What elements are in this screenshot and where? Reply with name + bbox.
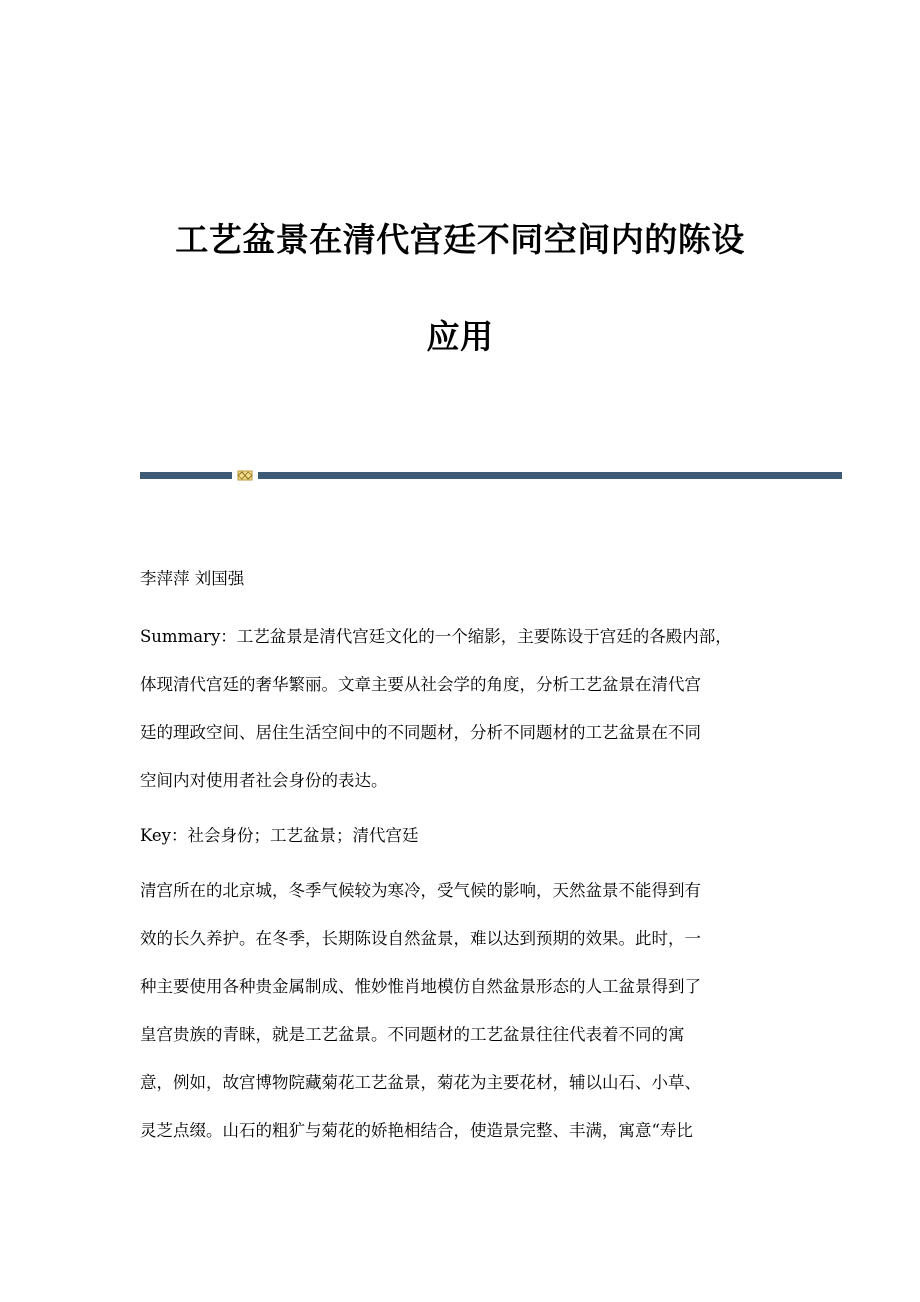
summary-line: 空间内对使用者社会身份的表达。 [140,771,388,790]
body-line: 皇宫贵族的青睐，就是工艺盆景。不同题材的工艺盆景往往代表着不同的寓 [140,1025,685,1044]
summary-line: Summary：工艺盆景是清代宫廷文化的一个缩影，主要陈设于宫廷的各殿内部， [140,627,732,646]
title-line-2: 应用 [426,317,494,356]
title-divider [140,470,842,480]
gem-ornament-icon [237,470,253,481]
summary-line: 体现清代宫廷的奢华繁丽。文章主要从社会学的角度，分析工艺盆景在清代宫 [140,675,701,694]
divider-bar-left [140,472,232,479]
authors: 李萍萍 刘国强 [140,569,245,588]
body-line: 灵芝点缀。山石的粗犷与菊花的娇艳相结合，使造景完整、丰满，寓意“寿比 [140,1121,693,1140]
divider-bar-right [258,472,842,479]
title-line-1: 工艺盆景在清代宫廷不同空间内的陈设 [175,220,745,259]
body-line: 清宫所在的北京城，冬季气候较为寒冷，受气候的影响，天然盆景不能得到有 [140,881,701,900]
keywords: Key：社会身份；工艺盆景；清代宫廷 [140,826,419,845]
summary-line: 廷的理政空间、居住生活空间中的不同题材，分析不同题材的工艺盆景在不同 [140,723,701,742]
body-line: 种主要使用各种贵金属制成、惟妙惟肖地模仿自然盆景形态的人工盆景得到了 [140,977,701,996]
body-line: 意，例如，故宫博物院藏菊花工艺盆景，菊花为主要花材，辅以山石、小草、 [140,1073,701,1092]
body-line: 效的长久养护。在冬季，长期陈设自然盆景，难以达到预期的效果。此时，一 [140,929,701,948]
